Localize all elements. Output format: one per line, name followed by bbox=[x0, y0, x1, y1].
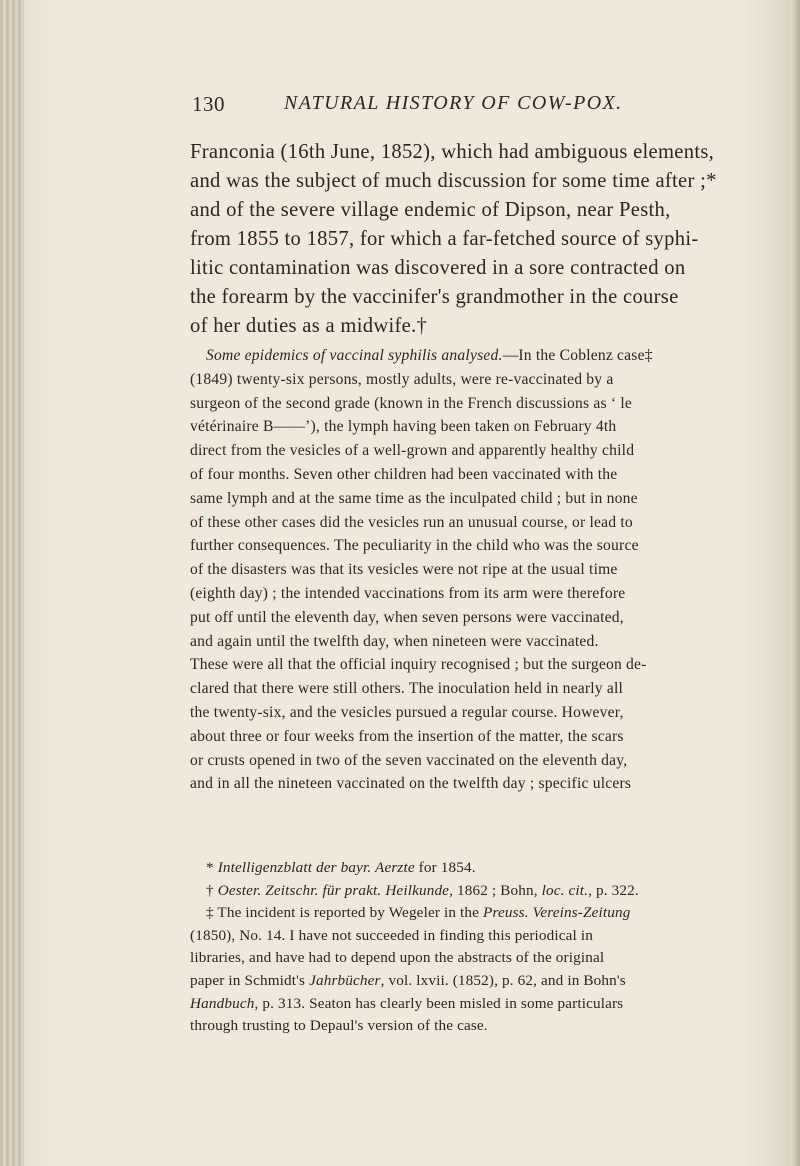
body-line: of her duties as a midwife.† bbox=[190, 315, 428, 337]
footnote-line bbox=[190, 993, 728, 1016]
section-line: clared that there were still others. The inoculation held in nearly all bbox=[190, 680, 624, 698]
footnote-line bbox=[190, 970, 728, 993]
footnote-3 bbox=[190, 902, 728, 925]
footnote-2 bbox=[190, 880, 728, 903]
page-number: 130 bbox=[192, 92, 225, 116]
section-line: vétérinaire B——’), the lymph having been taken on February 4th bbox=[190, 418, 617, 436]
footnote-loc: loc. cit. bbox=[541, 881, 589, 899]
section-line: or crusts opened in two of the seven vaccinated on the eleventh day, bbox=[190, 751, 628, 769]
footnote-line: through trusting to Depaul's version of the case. bbox=[190, 1017, 488, 1035]
page-header bbox=[192, 92, 692, 118]
footnote-text: , p. 313. Seaton has clearly been misled in some particulars bbox=[254, 994, 624, 1012]
footnote-text: , vol. lxvii. (1852), p. 62, and in Bohn's bbox=[380, 971, 626, 989]
section-line: and in all the nineteen vaccinated on the twelfth day ; specific ulcers bbox=[190, 775, 632, 793]
footnote-text: for 1854. bbox=[414, 859, 476, 876]
section-first-line-text: —In the Coblenz case‡ bbox=[502, 347, 653, 364]
footnote-line: (1850), No. 14. I have not succeeded in finding this periodical in bbox=[190, 926, 593, 944]
section-line: These were all that the official inquiry recognised ; but the surgeon de- bbox=[190, 656, 647, 674]
body-paragraph bbox=[190, 138, 728, 341]
footnote-mark: † bbox=[206, 881, 214, 899]
section-paragraph bbox=[190, 344, 728, 796]
body-line: and of the severe village endemic of Dipson, near Pesth, bbox=[190, 199, 671, 221]
footnote-text: The incident is reported by Wegeler in the bbox=[213, 904, 484, 922]
footnote-1 bbox=[190, 857, 728, 880]
section-line: same lymph and at the same time as the inculpated child ; but in none bbox=[190, 489, 638, 507]
section-line: further consequences. The peculiarity in the child who was the source bbox=[190, 537, 639, 555]
footnote-title: Oester. Zeitschr. für prakt. Heilkunde bbox=[217, 881, 450, 899]
page-edge bbox=[790, 0, 800, 1166]
body-line: the forearm by the vaccinifer's grandmother in the course bbox=[190, 286, 679, 308]
footnote-title: Preuss. Vereins-Zeitung bbox=[483, 904, 631, 922]
footnote-text: paper in Schmidt's bbox=[190, 971, 310, 989]
section-line: about three or four weeks from the insertion of the matter, the scars bbox=[190, 727, 624, 745]
section-line: (1849) twenty-six persons, mostly adults, were re-vaccinated by a bbox=[190, 370, 614, 388]
page-gutter bbox=[0, 0, 24, 1166]
section-heading: Some epidemics of vaccinal syphilis analysed. bbox=[206, 347, 503, 364]
body-line: litic contamination was discovered in a sore contracted on bbox=[190, 257, 686, 279]
body-line: Franconia (16th June, 1852), which had ambiguous elements, bbox=[190, 141, 715, 163]
section-line: direct from the vesicles of a well-grown and apparently healthy child bbox=[190, 442, 635, 460]
footnote-mark: ‡ bbox=[206, 904, 214, 922]
section-line: and again until the twelfth day, when nineteen were vaccinated. bbox=[190, 632, 599, 650]
section-line: put off until the eleventh day, when seven persons were vaccinated, bbox=[190, 608, 624, 626]
section-first-line bbox=[190, 344, 728, 368]
footnote-title: Jahrbücher bbox=[309, 971, 381, 989]
footnote-line: libraries, and have had to depend upon the abstracts of the original bbox=[190, 949, 605, 967]
footnote-title: Intelligenzblatt der bayr. Aerzte bbox=[217, 859, 415, 876]
footnotes bbox=[190, 857, 728, 1038]
section-line: surgeon of the second grade (known in the French discussions as ‘ le bbox=[190, 394, 633, 412]
section-line: (eighth day) ; the intended vaccinations from its arm were therefore bbox=[190, 584, 626, 602]
running-head: NATURAL HISTORY OF COW-POX. bbox=[284, 92, 623, 114]
section-line: the twenty-six, and the vesicles pursued a regular course. However, bbox=[190, 703, 624, 721]
footnote-text: , p. 322. bbox=[588, 881, 639, 899]
footnote-title: Handbuch bbox=[190, 994, 255, 1012]
section-line: of four months. Seven other children had been vaccinated with the bbox=[190, 465, 618, 483]
footnote-mark: * bbox=[206, 859, 214, 876]
footnote-text: , 1862 ; Bohn, bbox=[449, 881, 542, 899]
section-line: of the disasters was that its vesicles were not ripe at the usual time bbox=[190, 561, 618, 579]
section-line: of these other cases did the vesicles run an unusual course, or lead to bbox=[190, 513, 633, 531]
body-line: from 1855 to 1857, for which a far-fetched source of syphi- bbox=[190, 228, 699, 250]
body-line: and was the subject of much discussion for some time after ;* bbox=[190, 170, 717, 192]
